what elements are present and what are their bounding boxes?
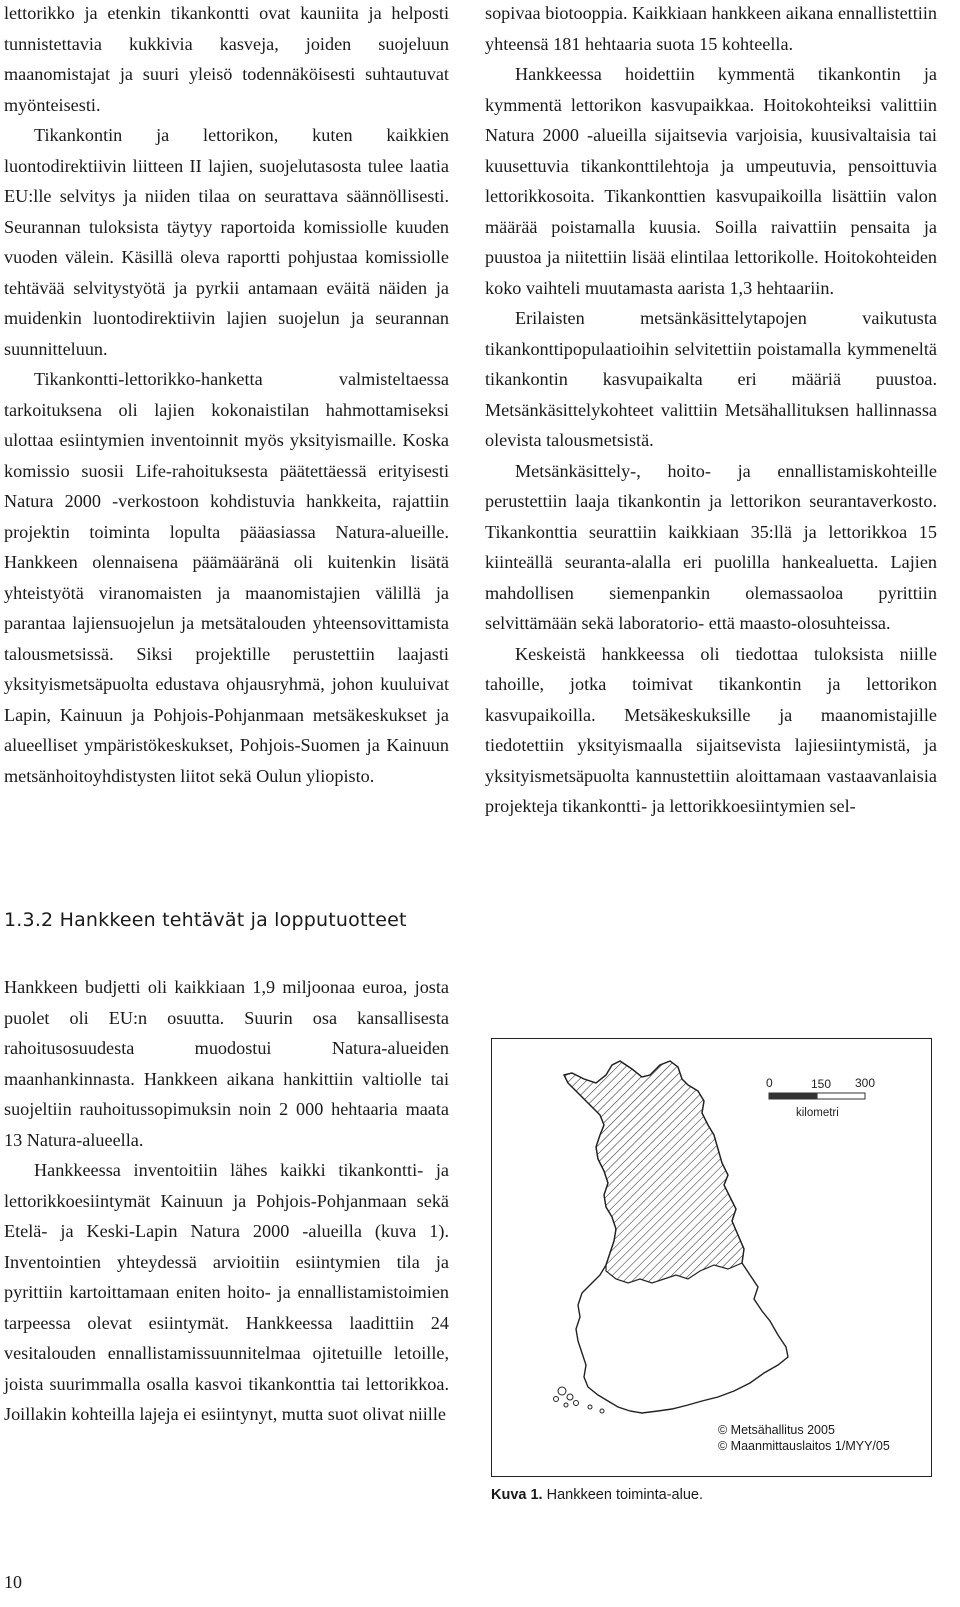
scale-label-300: 300 <box>855 1076 876 1090</box>
scale-unit: kilometri <box>796 1107 839 1119</box>
left-column-bottom <box>4 972 449 1430</box>
scale-label-0: 0 <box>766 1076 773 1090</box>
caption-label: Kuva 1. <box>491 1487 543 1503</box>
caption-text: Hankkeen toiminta-alue. <box>546 1487 703 1503</box>
paragraph: Metsänkäsittely-, hoito- ja ennallistamiskohteille perustettiin laaja tikankontin ja lettorikon seurantaverkosto. Tikankonttia seurattiin kaikkiaan 35:llä ja lettorikkoa 15 kiinteällä seuranta-alalla eri puolilla hankealuetta. Lajien mahdollisen siemenpankin olemassaoloa pyrittiin selvittämään sekä laboratorio- että maasto-olosuhteissa. <box>485 460 937 633</box>
page-number: 10 <box>4 1572 22 1592</box>
scale-label-150: 150 <box>811 1077 832 1091</box>
section-heading: 1.3.2 Hankkeen tehtävät ja lopputuotteet <box>4 909 407 931</box>
paragraph: Keskeistä hankkeessa oli tiedottaa tuloksista niille tahoille, jotka toimivat tikankontin ja lettorikon kasvupaikoilla. Metsäkeskuksille ja maanomistajille tiedotettiin yksityismaalla sijaitsevista lajiesiintymistä, ja yksityismetsäpuolta kannustettiin aloittamaan vastaavanlaisia projekteja tikankontti- ja lettorikkoesiintymien sel- <box>485 643 937 816</box>
paragraph: lettorikko ja etenkin tikankontti ovat kauniita ja helposti tunnistettavia kukkivia kasveja, joiden suojeluun maanomistajat ja suuri yleisö todennäköisesti suhtautuvat myönteisesti. <box>4 3 449 115</box>
paragraph: Hankkeessa inventoitiin lähes kaikki tikankontti- ja lettorikkoesiintymät Kainuun ja Pohjois-Pohjanmaan sekä Etelä- ja Keski-Lapin Natura 2000 -alueilla (kuva 1). Inventointien yhteydessä arvioitiin esiintymien tila ja pyrittiin kartoittamaan eniten hoito- ja ennallistamistoimien tarpeessa olevat esiintymät. Hankkeessa laadittiin 24 vesitalouden ennallistamissuunnitelmaa ojitetuille letoille, joista suurimmalla osalla kasvoi tikankonttia tai lettorikkoa. Joillakin kohteilla lajeja ei esiintynyt, mutta suot olivat niille <box>4 1160 449 1424</box>
paragraph: Tikankontti-lettorikko-hanketta valmisteltaessa tarkoituksena oli lajien kokonaistilan hahmottamiseksi ulottaa esiintymien inventoinnit myös yksityismaille. Koska komissio suosii Life-rahoituksesta päätettäessä erityisesti Natura 2000 -verkostoon kohdistuvia hankkeita, rajattiin projektin toiminta lopulta pääasiassa Natura-alueille. Hankkeen olennaisena päämääränä oli kuitenkin lisätä yhteistyötä viranomaisten ja maanomistajien välillä ja parantaa lajiensuojelun ja metsätalouden yhteensovittamista talousmetsissä. Siksi projektille perustettiin laajasti yksityismetsäpuolta edustava ohjausryhmä, johon kuuluivat Lapin, Kainuun ja Pohjois-Pohjanmaan metsäkeskukset ja alueelliset ympäristökeskukset, Pohjois-Suomen ja Kainuun metsänhoitoyhdistysten liitot sekä Oulun yliopisto. <box>4 369 449 786</box>
map-figure <box>491 1038 932 1477</box>
project-area-hatched <box>564 1061 744 1283</box>
copyright-maanmittauslaitos: © Maanmittauslaitos 1/MYY/05 <box>718 1439 890 1453</box>
scale-bar <box>766 1076 875 1119</box>
figure-caption <box>491 1487 703 1503</box>
finland-map <box>492 1039 930 1475</box>
paragraph: Erilaisten metsänkäsittelytapojen vaikutusta tikankonttipopulaatioihin selvitettiin poistamalla kymmeneltä tikankontin kasvupaikalta eri määriä puustoa. Metsänkäsittelykohteet valittiin Metsähallituksen hallinnassa olevista talousmetsistä. <box>485 308 937 450</box>
paragraph: Hankkeessa hoidettiin kymmentä tikankontin ja kymmentä lettorikon kasvupaikkaa. Hoitokohteiksi valittiin Natura 2000 -alueilla sijaitsevia varjoisia, kuusivaltaisia tai kuusettuvia tikankonttilehtoja ja umpeutuvia, pensoittuvia lettorikkosoita. Tikankonttien kasvupaikoilla lisättiin valon määrää poistamalla kuusia. Soilla raivattiin pensaita ja puustoa ja niitettiin lisää elintilaa lettorikolle. Hoitokohteiden koko vaihteli muutamasta aarista 1,3 hehtaariin. <box>485 64 937 298</box>
left-column-top <box>4 0 449 791</box>
copyright-metsahallitus: © Metsähallitus 2005 <box>718 1423 835 1437</box>
paragraph: Tikankontin ja lettorikon, kuten kaikkien luontodirektiivin liitteen II lajien, suojelutasosta tulee laatia EU:lle selvitys ja niiden tilaa on seurattava säännöllisesti. Seurannan tuloksista täytyy raportoida komissiolle kuuden vuoden välein. Käsillä oleva raportti pohjustaa komissiolle tehtävää selvitystyötä ja pyrkii antamaan eväitä näiden ja muidenkin luontodirektiivin lajien suojelun ja seurannan suunnitteluun. <box>4 125 449 359</box>
right-column-top <box>485 0 937 822</box>
paragraph: Hankkeen budjetti oli kaikkiaan 1,9 miljoonaa euroa, josta puolet oli EU:n osuutta. Suurin osa kansallisesta rahoitusosuudesta muodostui Natura-alueiden maanhankinnasta. Hankkeen aikana hankittiin valtiolle tai suojeltiin rauhoitussopimuksin noin 2 000 hehtaaria maata 13 Natura-alueella. <box>4 977 449 1150</box>
paragraph: sopivaa biotooppia. Kaikkiaan hankkeen aikana ennallistettiin yhteensä 181 hehtaaria suota 15 kohteella. <box>485 3 937 54</box>
